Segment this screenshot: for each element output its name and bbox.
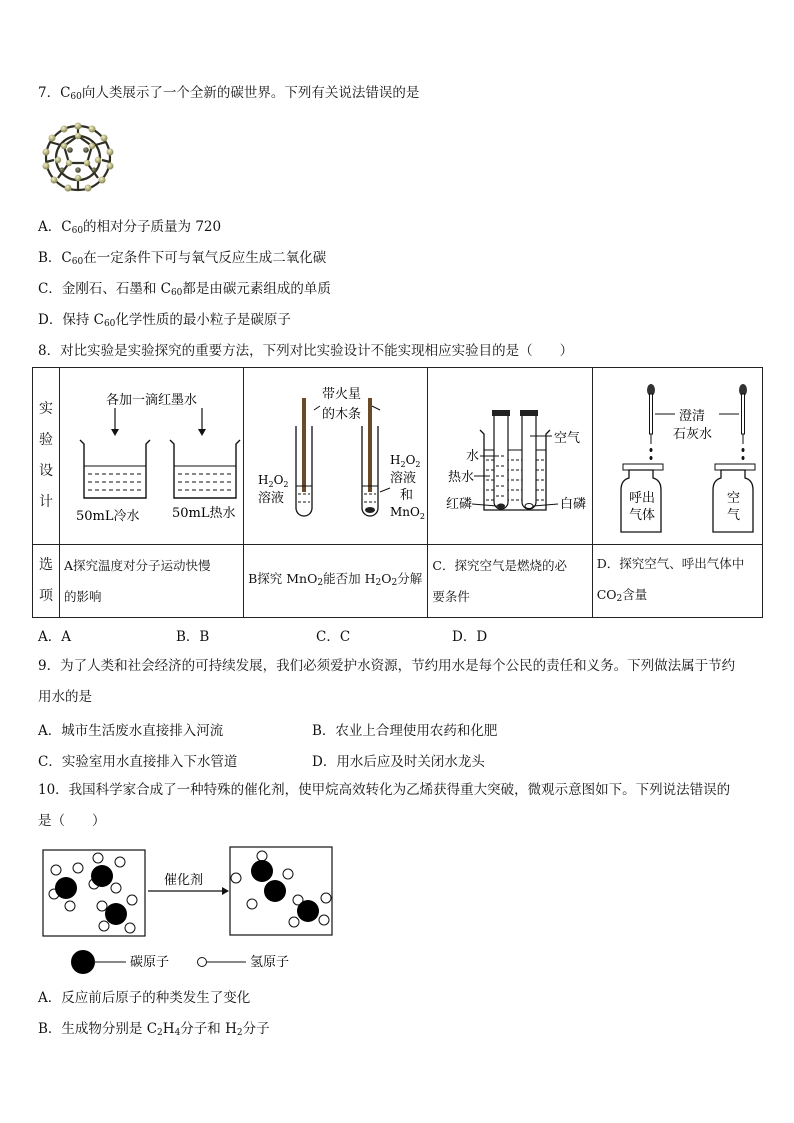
diagram-b-left-h2o2: $H_2O_2$ [258, 473, 289, 489]
diagram-a-beakers [60, 368, 244, 544]
catalyst-label: 催化剂 [164, 873, 204, 888]
q7-option-a[interactable]: A．$C_{60}$的相对分子质量为 720 [38, 219, 222, 236]
q8-option-d-cell[interactable]: D．探究空气、呼出气体中 $CO_2$含量 [592, 545, 762, 618]
diagram-b-top1: 带火星 [322, 387, 362, 402]
diagram-b-right-solution: 溶液 [390, 471, 417, 486]
diagram-d-exhaled1: 呼出 [628, 491, 655, 506]
diagram-c-water: 水 [466, 449, 480, 464]
q9-option-b[interactable]: B．农业上合理使用农药和化肥 [312, 723, 498, 739]
q9-option-d[interactable]: D．用水后应及时关闭水龙头 [312, 754, 485, 770]
legend-hydrogen-label: 氢原子 [250, 955, 290, 970]
diagram-a-left-label: 50mL冷水 [75, 509, 140, 524]
q8-stem: 8．对比实验是实验探究的重要方法，下列对比实验设计不能实现相应实验目的是（ ） [38, 343, 574, 359]
q8-answer-a[interactable]: A．A [38, 629, 71, 645]
diagram-a-right-label: 50mL热水 [171, 506, 236, 521]
q7-option-d[interactable]: D．保持 $C_{60}$化学性质的最小粒子是碳原子 [38, 312, 291, 329]
diagram-b-test-tubes [244, 368, 428, 544]
q9-option-a[interactable]: A．城市生活废水直接排入河流 [38, 723, 224, 739]
q7-option-b[interactable]: B．$C_{60}$在一定条件下可与氧气反应生成二氧化碳 [38, 250, 327, 267]
q9-stem-line1: 9．为了人类和社会经济的可持续发展，我们必须爱护水资源，节约用水是每个公民的责任和义务。下列做法属于节约 [38, 658, 736, 674]
diagram-d-exhaled2: 气体 [628, 508, 655, 523]
row-label-design: 实 验 设 计 [33, 368, 60, 545]
diagram-d-air2: 气 [726, 508, 740, 523]
diagram-a-title: 各加一滴红墨水 [105, 393, 197, 408]
diagram-c-combustion [428, 368, 592, 544]
diagram-d-limewater1: 澄清 [678, 409, 705, 424]
q8-answer-d[interactable]: D．D [452, 629, 488, 645]
legend-carbon-label: 碳原子 [130, 955, 170, 970]
diagram-b-left-solution: 溶液 [258, 491, 285, 506]
q10-option-b[interactable]: B．生成物分别是 $C_2H_4$分子和 $H_2$分子 [38, 1021, 270, 1038]
q8-answer-b[interactable]: B．B [176, 629, 210, 645]
diagram-d-gas-bottles [593, 368, 763, 544]
diagram-d-air1: 空 [726, 491, 740, 506]
diagram-b-right-h2o2: $H_2O_2$ [390, 453, 421, 469]
q7-option-c[interactable]: C．金刚石、石墨和 $C_{60}$都是由碳元素组成的单质 [38, 281, 331, 298]
q8-experiment-table [32, 367, 763, 618]
q8-answer-c[interactable]: C．C [316, 629, 351, 645]
diagram-c-white-p: 白磷 [560, 497, 587, 512]
c60-molecule-image [40, 120, 116, 196]
diagram-b-top2: 的木条 [322, 407, 362, 422]
diagram-c-cell [428, 368, 592, 545]
diagram-c-hot-water: 热水 [448, 470, 475, 485]
q10-reaction-diagram [40, 844, 340, 978]
diagram-c-red-p: 红磷 [446, 497, 473, 512]
diagram-a-cell [59, 368, 243, 545]
q8-option-a-cell[interactable]: A探究温度对分子运动快慢 的影响 [59, 545, 243, 618]
q9-option-c[interactable]: C．实验室用水直接排入下水管道 [38, 754, 238, 770]
diagram-d-cell [592, 368, 762, 545]
q7-stem: 7．$C_{60}$向人类展示了一个全新的碳世界。下列有关说法错误的是 [38, 85, 420, 102]
row-label-options: 选 项 [33, 545, 60, 618]
diagram-d-limewater2: 石灰水 [672, 427, 712, 442]
q10-option-a[interactable]: A．反应前后原子的种类发生了变化 [38, 990, 251, 1006]
diagram-b-right-and: 和 [400, 488, 414, 503]
q10-stem-line2: 是（ ） [38, 813, 106, 829]
q10-stem-line1: 10．我国科学家合成了一种特殊的催化剂，使甲烷高效转化为乙烯获得重大突破，微观示意图如下。下列说法错误的 [38, 782, 731, 798]
diagram-b-cell [244, 368, 428, 545]
q8-option-b-cell[interactable]: B探究 MnO$_2$能否加 $H_2O_2$分解 [244, 545, 428, 618]
q9-stem-line2: 用水的是 [38, 689, 92, 705]
q8-option-c-cell[interactable]: C．探究空气是燃烧的必 要条件 [428, 545, 592, 618]
diagram-b-right-mno2: MnO$_2$ [390, 505, 426, 521]
diagram-c-air: 空气 [554, 431, 581, 446]
